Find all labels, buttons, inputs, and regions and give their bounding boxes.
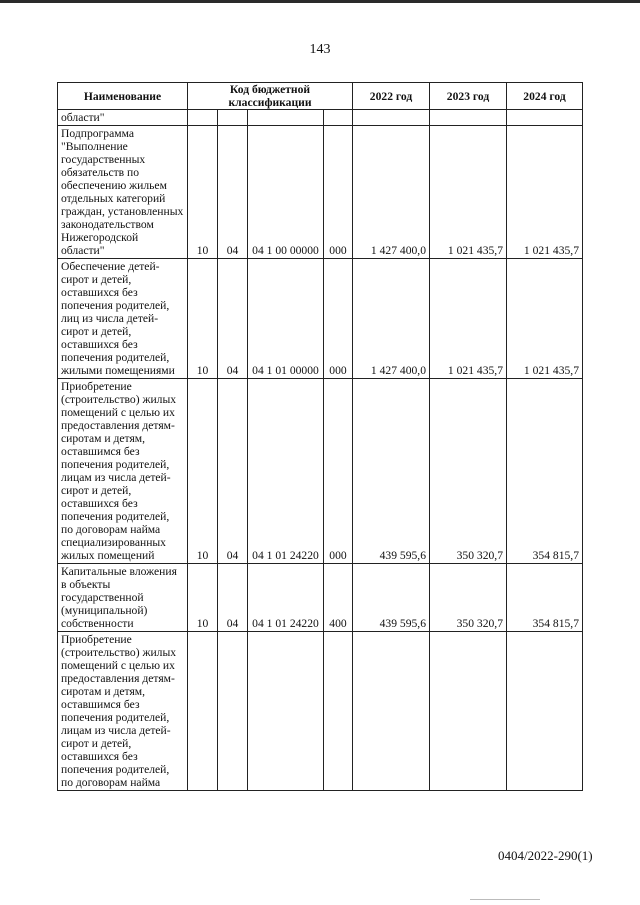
row-subsection: 04 (218, 379, 248, 564)
row-section (188, 110, 218, 126)
row-expense-type (324, 110, 353, 126)
row-target-article: 04 1 00 00000 (248, 126, 324, 259)
table-row (58, 110, 583, 126)
row-target-article: 04 1 01 24220 (248, 564, 324, 632)
row-value-2023: 350 320,7 (430, 379, 507, 564)
row-value-2024: 1 021 435,7 (507, 126, 583, 259)
header-2024: 2024 год (507, 83, 583, 110)
row-subsection (218, 632, 248, 791)
table-row (58, 632, 583, 791)
bottom-mark (470, 899, 540, 900)
row-name: Приобретение (строительство) жилых помещений с целью их предоставления детям-сиротам и детям, оставшимся без попечения родителей, лицам из числа детей-сирот и детей, оставшихся без попечения родителей, по договорам найма специализированных жилых помещений (58, 379, 188, 564)
header-row (58, 83, 583, 110)
row-value-2023: 1 021 435,7 (430, 259, 507, 379)
row-value-2022 (353, 110, 430, 126)
table-row (58, 126, 583, 259)
header-2022: 2022 год (353, 83, 430, 110)
row-section: 10 (188, 379, 218, 564)
top-rule (0, 0, 640, 3)
row-value-2024: 354 815,7 (507, 564, 583, 632)
page-number: 143 (309, 42, 331, 57)
row-name: Обеспечение детей-сирот и детей, оставшихся без попечения родителей, лиц из числа детей-сирот и детей, оставшихся без попечения родителей, жилыми помещениями (58, 259, 188, 379)
row-value-2022: 439 595,6 (353, 379, 430, 564)
row-section: 10 (188, 259, 218, 379)
table-row (58, 259, 583, 379)
row-value-2023: 1 021 435,7 (430, 126, 507, 259)
row-subsection: 04 (218, 126, 248, 259)
row-expense-type: 000 (324, 126, 353, 259)
row-target-article (248, 110, 324, 126)
row-name: Капитальные вложения в объекты государственной (муниципальной) собственности (58, 564, 188, 632)
row-subsection: 04 (218, 259, 248, 379)
header-budget-code: Код бюджетной классификации (188, 83, 353, 110)
header-2023: 2023 год (430, 83, 507, 110)
row-value-2022 (353, 632, 430, 791)
row-subsection (218, 110, 248, 126)
row-expense-type: 000 (324, 379, 353, 564)
row-name: области" (58, 110, 188, 126)
row-target-article: 04 1 01 24220 (248, 379, 324, 564)
row-section (188, 632, 218, 791)
row-value-2022: 1 427 400,0 (353, 126, 430, 259)
row-target-article (248, 632, 324, 791)
row-target-article: 04 1 01 00000 (248, 259, 324, 379)
row-value-2024 (507, 632, 583, 791)
row-value-2023 (430, 632, 507, 791)
row-value-2024: 1 021 435,7 (507, 259, 583, 379)
budget-table (57, 82, 583, 791)
row-section: 10 (188, 126, 218, 259)
table-row (58, 564, 583, 632)
row-value-2022: 439 595,6 (353, 564, 430, 632)
header-name: Наименование (58, 83, 188, 110)
row-value-2024: 354 815,7 (507, 379, 583, 564)
row-name: Приобретение (строительство) жилых помещений с целью их предоставления детям-сиротам и детям, оставшимся без попечения родителей, лицам из числа детей-сирот и детей, оставшихся без попечения родителей, по договорам найма (58, 632, 188, 791)
row-section: 10 (188, 564, 218, 632)
row-expense-type: 000 (324, 259, 353, 379)
row-value-2024 (507, 110, 583, 126)
row-subsection: 04 (218, 564, 248, 632)
table-row (58, 379, 583, 564)
row-expense-type (324, 632, 353, 791)
row-value-2022: 1 427 400,0 (353, 259, 430, 379)
row-value-2023 (430, 110, 507, 126)
document-code: 0404/2022-290(1) (498, 848, 593, 863)
row-value-2023: 350 320,7 (430, 564, 507, 632)
row-name: Подпрограмма "Выполнение государственных обязательств по обеспечению жильем отдельных категорий граждан, установленных законодательством Нижегородской области" (58, 126, 188, 259)
row-expense-type: 400 (324, 564, 353, 632)
